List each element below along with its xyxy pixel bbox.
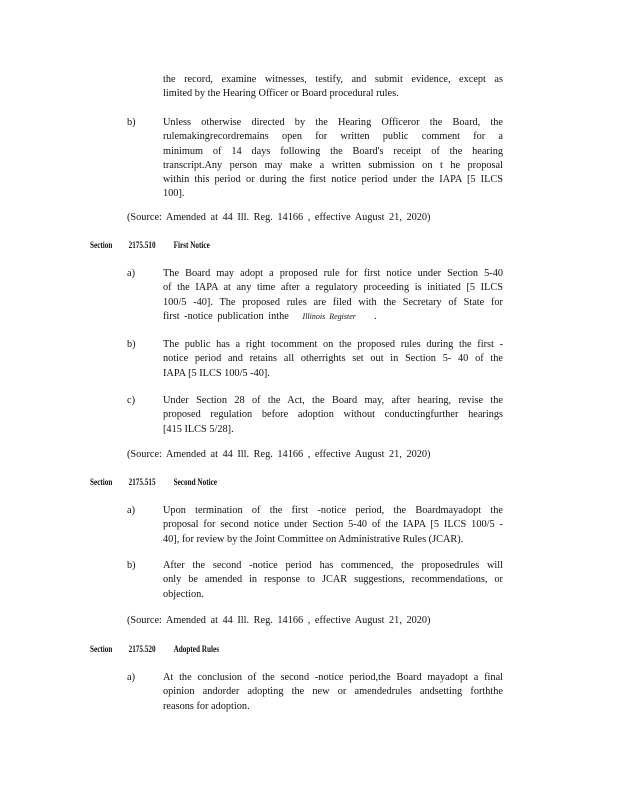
para-line-end: . [374,310,377,322]
item-label: a) [127,268,135,279]
intro-line: the record, examine witnesses, testify, and submit evidence, except as [163,74,503,85]
source-note: (Source: Amended at 44 Ill. Reg. 14166 , effective August 21, 2020) [127,615,431,626]
item-label: b) [127,339,136,350]
para-line: proposal for second notice under Section 5-40 of the IAPA [5 ILCS 100/5 - [163,519,503,531]
para-line: [415 ILCS 5/28]. [163,423,234,435]
para-line: 100/5 -40]. The proposed rules are filed with the Secretary of State for [163,296,503,308]
source-note: (Source: Amended at 44 Ill. Reg. 14166 , effective August 21, 2020) [127,449,431,460]
section-520-a [163,671,503,714]
section-515-b [163,559,503,602]
item-label: a) [127,505,135,516]
item-label: b) [127,117,136,128]
para-line: reasons for adoption. [163,700,250,712]
para-line: The public has a right tocomment on the proposed rules during the first - [163,339,503,350]
para-line: notice period and retains all otherrights set out in Section 5- 40 of the [163,353,503,365]
section-title: First Notice [173,240,210,250]
intro-paragraph [163,73,503,102]
para-line: 100]. [163,188,185,200]
section-heading [90,477,217,487]
para-line: only be amended in response to JCAR suggestions, recommendations, or [163,574,503,586]
para-line: objection. [163,588,204,600]
item-label: c) [127,395,135,406]
para-line: transcript.Any person may make a written submission on t he proposal [163,159,503,171]
para-line [163,310,503,324]
para-line: IAPA [5 ILCS 100/5 -40]. [163,367,270,379]
para-line-text: first -notice publication inthe [163,310,289,322]
section-word: Section [90,644,113,654]
para-line: Unless otherwise directed by the Hearing Officeror the Board, the [163,117,503,128]
section-510-c [163,394,503,437]
section-number: 2175.515 [128,477,156,487]
para-line: Upon termination of the first -notice period, the Boardmayadopt the [163,505,503,516]
section-heading [90,240,210,250]
para-line: proposed regulation before adoption without conductingfurther hearings [163,409,503,421]
para-line: minimum of 14 days following the Board's receipt of the hearing [163,145,503,157]
section-title: Second Notice [173,477,217,487]
para-line: of the IAPA at any time after a regulatory proceeding is initiated [5 ILCS [163,282,503,294]
section-number: 2175.520 [128,644,156,654]
item-label: b) [127,560,136,571]
para-line: 40], for review by the Joint Committee on Administrative Rules (JCAR). [163,533,464,545]
para-line: The Board may adopt a proposed rule for first notice under Section 5-40 [163,268,503,279]
para-line: opinion andorder adopting the new or amendedrules andsetting forththe [163,686,503,698]
para-line: After the second -notice period has commenced, the proposedrules will [163,560,503,571]
section-510-b [163,338,503,381]
section-title: Adopted Rules [173,644,220,654]
item-label: a) [127,672,135,683]
section-word: Section [90,240,113,250]
section-515-a [163,504,503,547]
register-italic: Illinois Register [302,311,356,321]
para-line: rulemakingrecordremains open for written public comment for a [163,131,503,143]
source-note: (Source: Amended at 44 Ill. Reg. 14166 , effective August 21, 2020) [127,212,431,223]
section-number: 2175.510 [128,240,156,250]
para-line: At the conclusion of the second -notice period,the Board mayadopt a final [163,672,503,683]
section-word: Section [90,477,113,487]
section-heading [90,644,219,654]
para-line: Under Section 28 of the Act, the Board may, after hearing, revise the [163,395,503,406]
intro-b-paragraph [163,116,503,202]
para-line: within this period or during the first notice period under the IAPA [5 ILCS [163,174,503,186]
intro-line: limited by the Hearing Officer or Board procedural rules. [163,88,399,100]
section-510-a [163,267,503,324]
